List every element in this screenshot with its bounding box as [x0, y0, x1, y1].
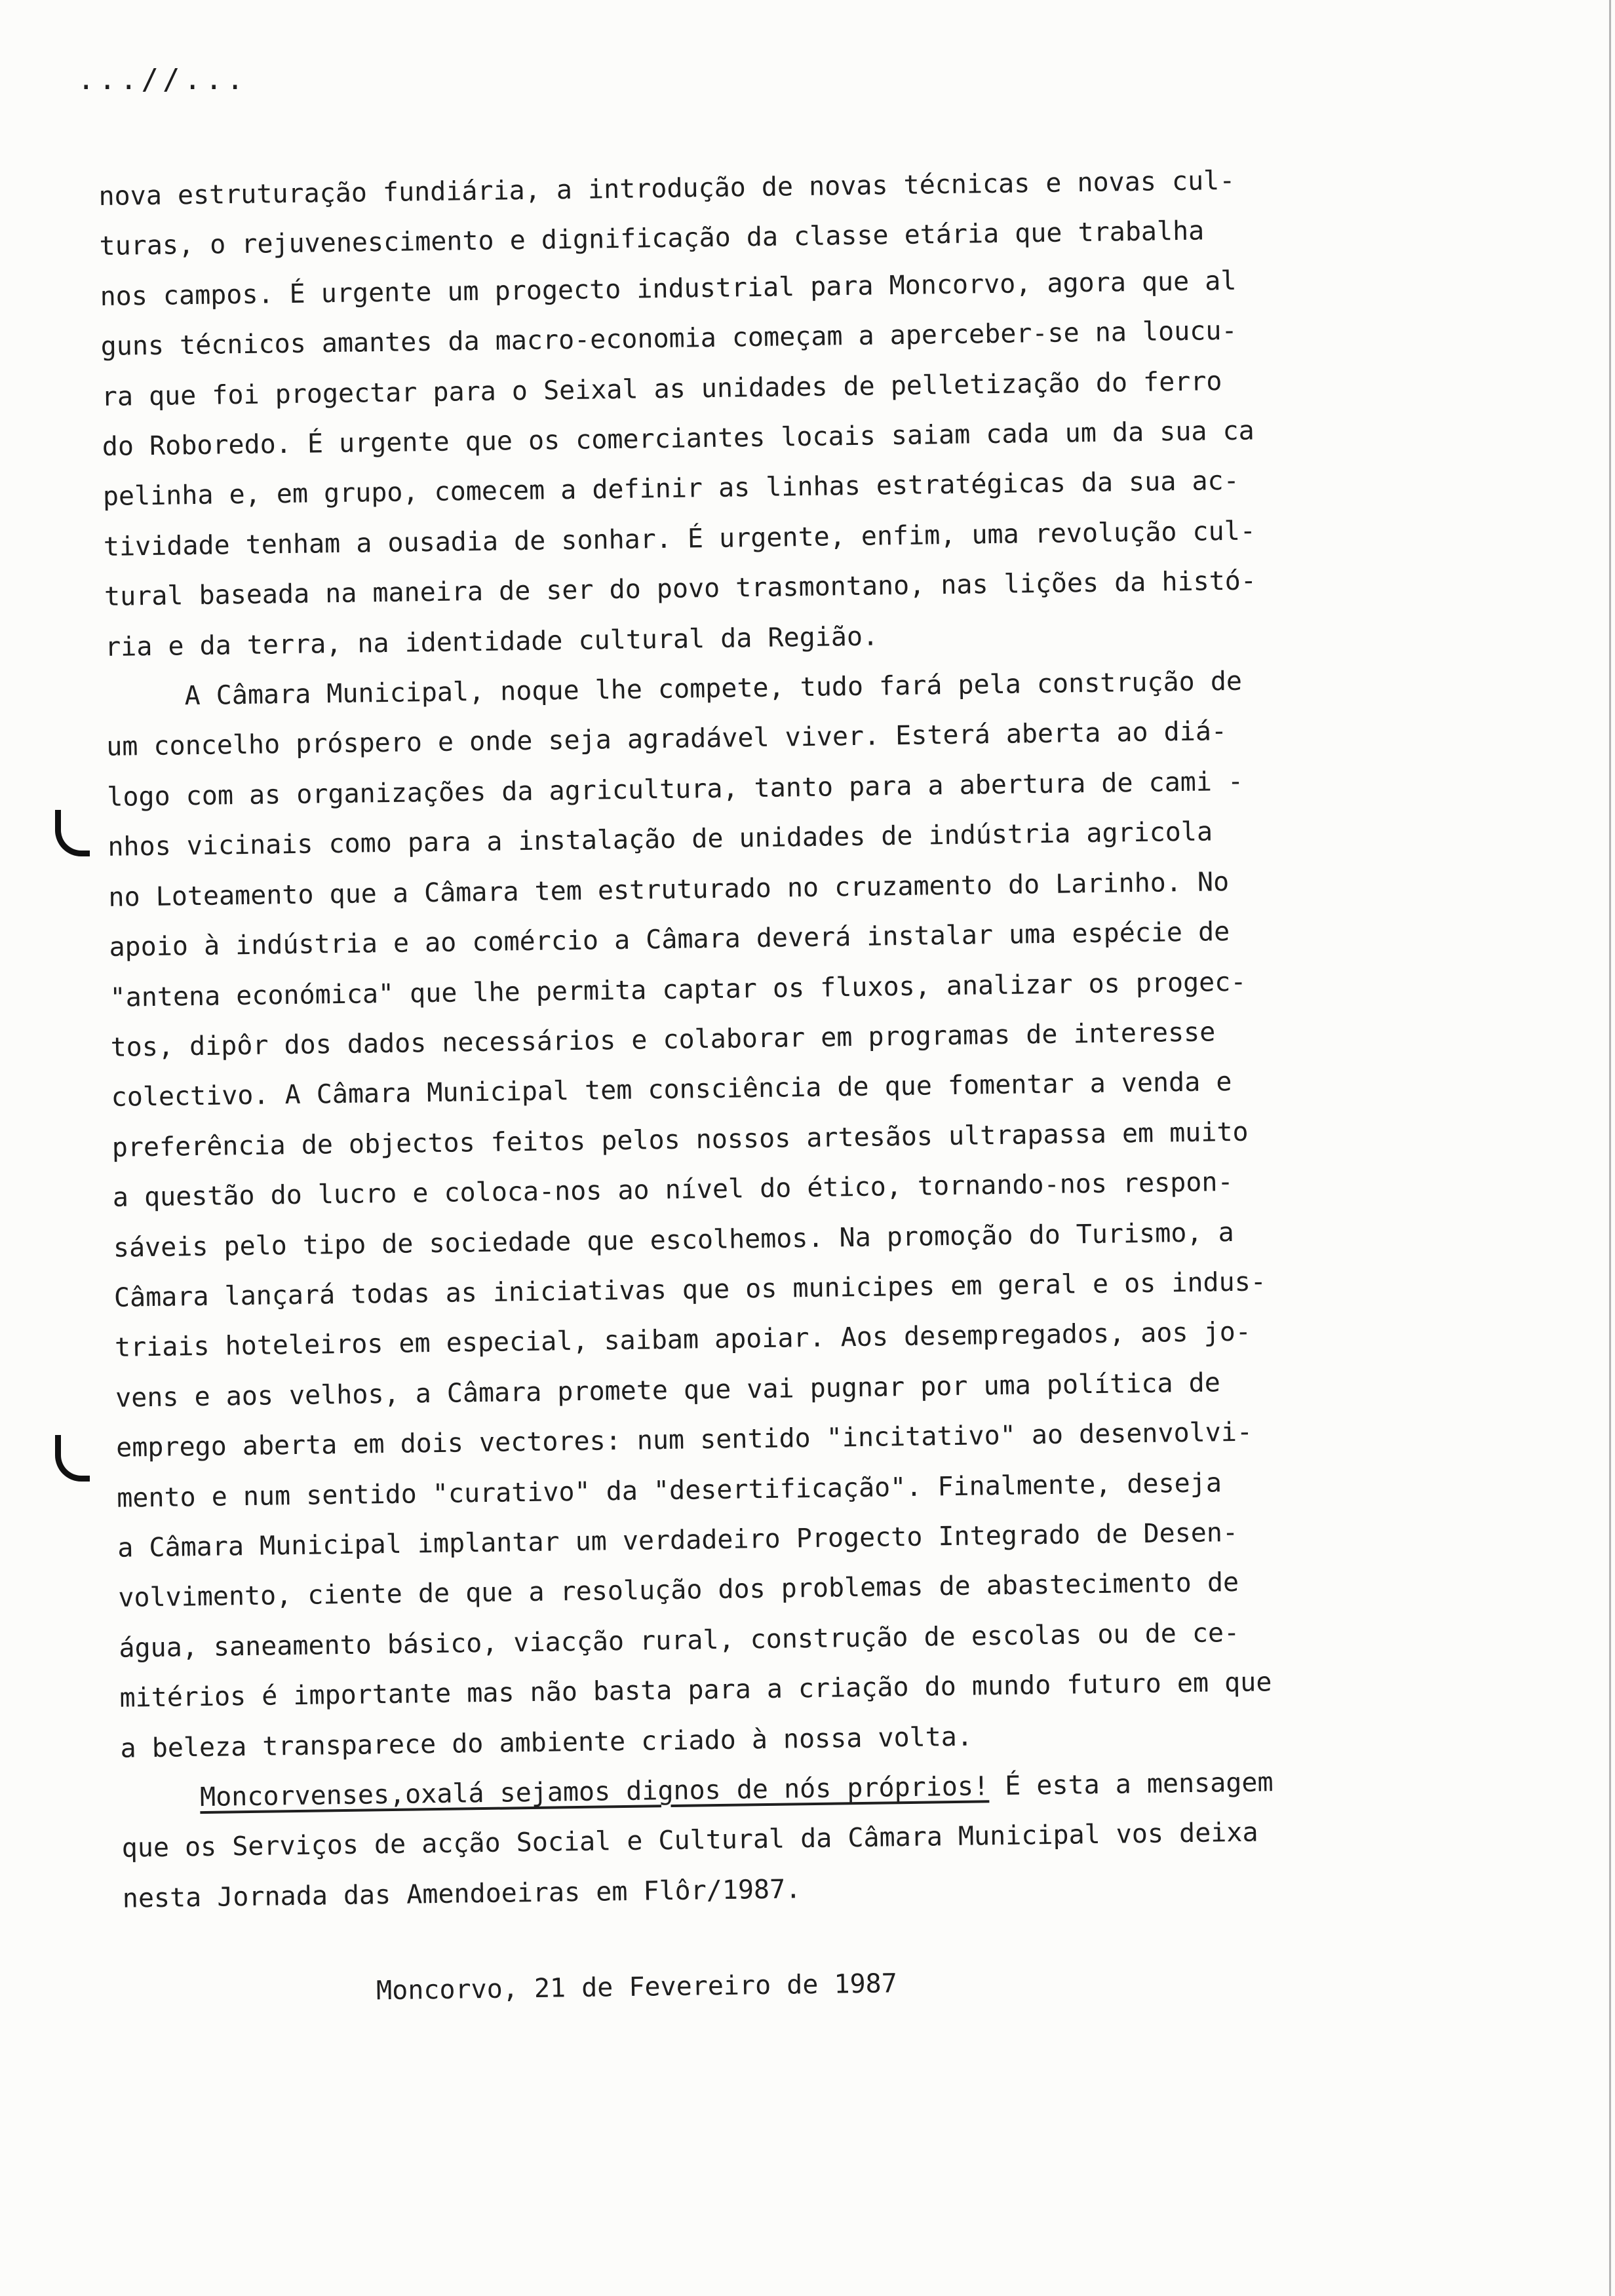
text-line: a beleza transparece do ambiente criado à nossa volta.: [120, 1721, 973, 1764]
text-line: apoio à indústria e ao comércio a Câmara deverá instalar uma espécie de: [109, 917, 1230, 963]
text-line: Câmara lançará todas as iniciativas que os municipes em geral e os indus-: [113, 1267, 1267, 1313]
text-line: tividade tenham a ousadia de sonhar. É urgente, enfim, uma revolução cul-: [103, 516, 1256, 562]
text-line: ra que foi progectar para o Seixal as unidades de pelletização do ferro: [101, 366, 1222, 412]
text-line: logo com as organizações da agricultura, tanto para a abertura de cami -: [107, 766, 1244, 813]
text-line: ria e da terra, na identidade cultural da Região.: [104, 621, 879, 662]
text-line: colectivo. A Câmara Municipal tem consciência de que fomentar a venda e: [111, 1067, 1232, 1113]
text-line: do Roboredo. É urgente que os comerciantes locais saiam cada um da sua ca: [102, 415, 1255, 462]
page-edge: [1609, 0, 1611, 2296]
text-line: que os Serviços de acção Social e Cultural da Câmara Municipal vos deixa: [121, 1817, 1258, 1864]
text-line: nos campos. É urgente um progecto industrial para Moncorvo, agora que al: [100, 265, 1237, 312]
text-line: turas, o rejuvenescimento e dignificação da classe etária que trabalha: [99, 216, 1205, 262]
closing-indent: [121, 1782, 200, 1814]
text-line: volvimento, ciente de que a resolução dos problemas de abastecimento de: [118, 1567, 1239, 1614]
closing-rest: É esta a mensagem: [988, 1767, 1274, 1802]
text-line: sáveis pelo tipo de sociedade que escolhemos. Na promoção do Turismo, a: [113, 1217, 1234, 1263]
text-line: emprego aberta em dois vectores: num sentido "incitativo" ao desenvolvi-: [115, 1417, 1253, 1463]
continuation-marker: ...//...: [77, 63, 248, 96]
closing-motto: Moncorvenses,oxalá sejamos dignos de nós próprios!: [199, 1771, 990, 1813]
text-line: guns técnicos amantes da macro-economia começam a aperceber-se na loucu-: [100, 315, 1237, 362]
margin-mark: [55, 810, 90, 856]
text-line: nesta Jornada das Amendoeiras em Flôr/1987.: [122, 1874, 802, 1914]
text-line: um concelho próspero e onde seja agradável viver. Esterá aberta ao diá-: [106, 716, 1228, 763]
text-line: nhos vicinais como para a instalação de unidades de indústria agricola: [107, 816, 1213, 863]
text-line: água, saneamento básico, viacção rural, construção de escolas ou de ce-: [119, 1617, 1240, 1664]
text-line: triais hoteleiros em especial, saibam apoiar. Aos desempregados, aos jo-: [114, 1316, 1252, 1364]
text-line: no Loteamento que a Câmara tem estruturado no cruzamento do Larinho. No: [108, 866, 1230, 913]
text-line: nova estruturação fundiária, a introdução de novas técnicas e novas cul-: [98, 165, 1236, 212]
text-line: "antena económica" que lhe permita captar os fluxos, analizar os progec-: [109, 966, 1247, 1013]
date-signature: Moncorvo, 21 de Fevereiro de 1987: [123, 1968, 898, 2010]
text-line: preferência de objectos feitos pelos nossos artesãos ultrapassa em muito: [111, 1117, 1249, 1163]
text-line: tural baseada na maneira de ser do povo trasmontano, nas lições da histó-: [104, 565, 1257, 613]
text-line: vens e aos velhos, a Câmara promete que vai pugnar por uma política de: [115, 1368, 1221, 1413]
text-line: mitérios é importante mas não basta para a criação do mundo futuro em que: [119, 1667, 1272, 1713]
text-line: a questão do lucro e coloca-nos ao nível do ético, tornando-nos respon-: [112, 1167, 1234, 1213]
text-line: mento e num sentido "curativo" da "desertificação". Finalmente, deseja: [116, 1467, 1222, 1514]
text-line: a Câmara Municipal implantar um verdadeiro Progecto Integrado de Desen-: [117, 1517, 1239, 1563]
text-line: tos, dipôr dos dados necessários e colaborar em programas de interesse: [110, 1017, 1216, 1063]
text-line: A Câmara Municipal, noque lhe compete, tudo fará pela construção de: [105, 666, 1243, 712]
letter-body: [98, 152, 1533, 2019]
margin-mark: [55, 1435, 90, 1482]
text-line: pelinha e, em grupo, comecem a definir as linhas estratégicas da sua ac-: [102, 466, 1239, 512]
